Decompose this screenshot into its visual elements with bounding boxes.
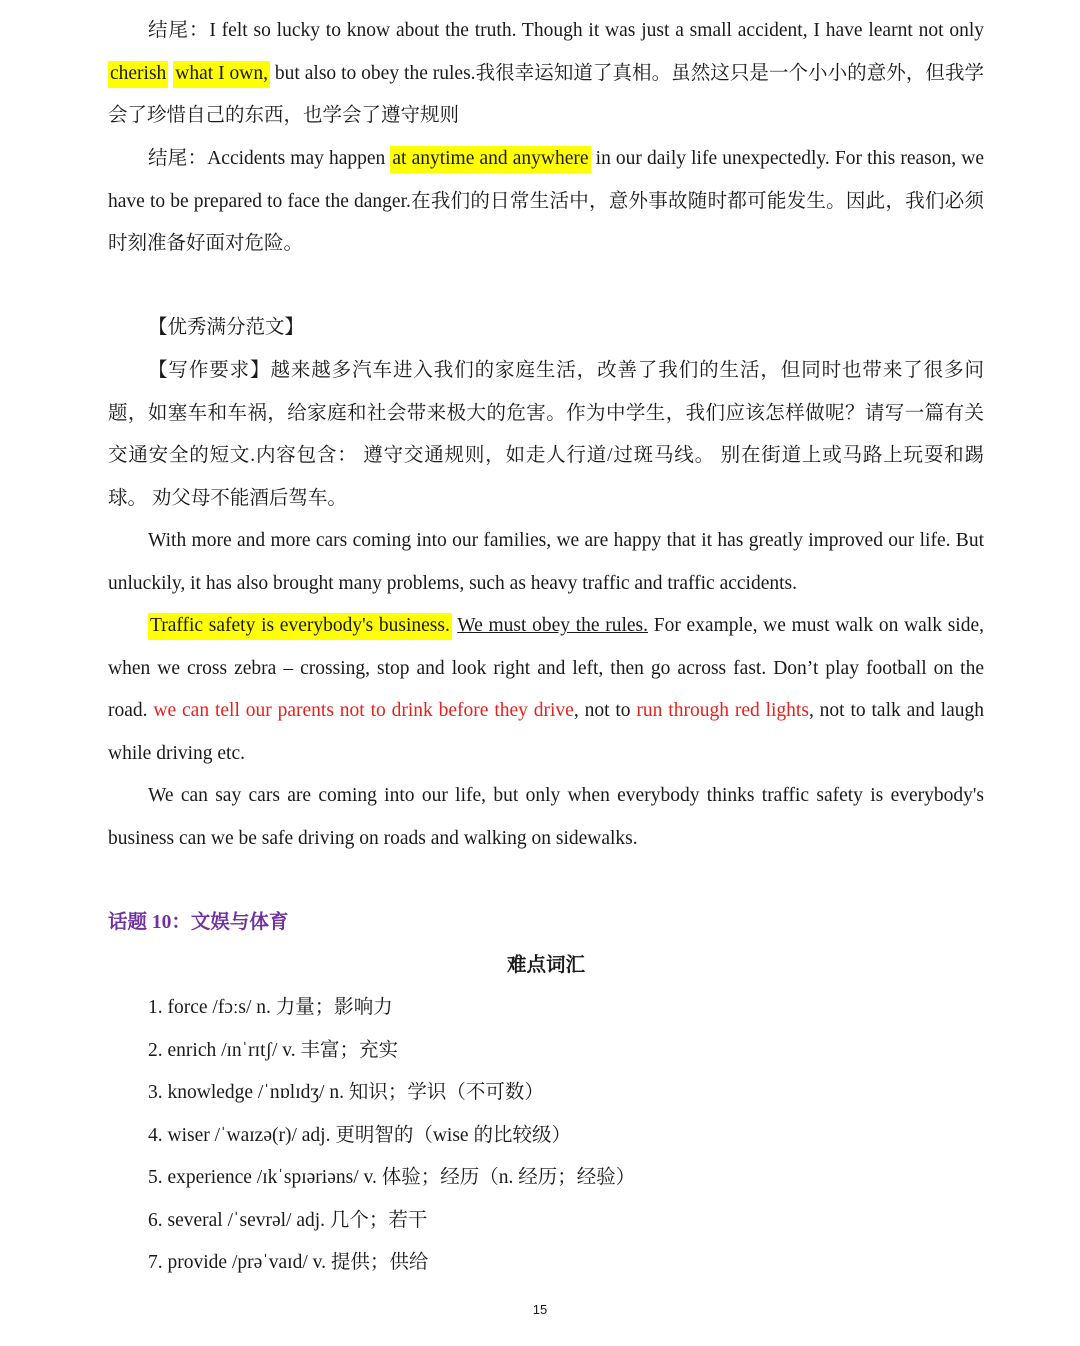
highlight-traffic-safety: Traffic safety is everybody's business.: [148, 613, 452, 640]
vocab-item: 4. wiser /ˈwaɪzə(r)/ adj. 更明智的（wise 的比较级）: [148, 1124, 571, 1146]
writing-requirement: 【写作要求】越来越多汽车进入我们的家庭生活，改善了我们的生活，但同时也带来了很多问题，如塞车和车祸，给家庭和社会带来极大的危害。作为中学生，我们应该怎样做呢？请写一篇有关交通安全的短文.内容包含： 遵守交通规则，如走人行道/过斑马线。 别在街道上或马路上玩耍和踢球。 劝父母不能酒后驾车。: [108, 360, 984, 509]
requirement-label: 【写作要求】: [148, 360, 271, 381]
vocab-list: [148, 987, 968, 1285]
essay-paragraph-2: Traffic safety is everybody's business. We must obey the rules. For example, we must walk on walk side, when we cross zebra – crossing, stop and look right and left, then go across fast. Don’t play football on the road. we can tell our parents not to drink before they drive, not to run through red lights, not to talk and laugh while driving etc.: [108, 615, 984, 764]
essay-paragraph-1: With more and more cars coming into our families, we are happy that it has greatly improved our life. But unluckily, it has also brought many problems, such as heavy traffic and traffic accidents.: [108, 530, 984, 594]
ending-label: 结尾：: [148, 148, 208, 169]
red-text-red-lights: run through red lights: [636, 700, 809, 721]
red-text-drink-drive: we can tell our parents not to drink before they drive: [153, 700, 574, 721]
topic-heading: 话题 10：文娱与体育: [108, 912, 289, 933]
highlight-what-i-own: what I own,: [173, 61, 270, 88]
essay-paragraph-3: We can say cars are coming into our life, but only when everybody thinks traffic safety is everybody's business can we be safe driving on roads and walking on sidewalks.: [108, 785, 984, 849]
page-number: 15: [532, 1302, 548, 1317]
ending-paragraph-1: 结尾：I felt so lucky to know about the truth. Though it was just a small accident, I have learnt not only cherish what I own, but also to obey the rules.我很幸运知道了真相。虽然这只是一个小小的意外，但我学会了珍惜自己的东西，也学会了遵守规则: [108, 20, 984, 126]
vocab-item: 7. provide /prəˈvaɪd/ v. 提供；供给: [148, 1252, 429, 1273]
model-essay-heading: 【优秀满分范文】: [148, 317, 305, 338]
vocab-item: 1. force /fɔːs/ n. 力量；影响力: [148, 997, 393, 1018]
underline-obey-rules: We must obey the rules.: [457, 615, 649, 636]
highlight-anytime-anywhere: at anytime and anywhere: [390, 146, 590, 173]
vocab-item: 3. knowledge /ˈnɒlɪdʒ/ n. 知识；学识（不可数）: [148, 1082, 544, 1103]
vocab-item: 6. several /ˈsevrəl/ adj. 几个；若干: [148, 1209, 428, 1231]
ending-label: 结尾：: [148, 20, 210, 41]
vocab-title: 难点词汇: [506, 955, 585, 976]
vocab-item: 2. enrich /ɪnˈrɪtʃ/ v. 丰富；充实: [148, 1039, 399, 1061]
ending-paragraph-2: 结尾：Accidents may happen at anytime and anywhere in our daily life unexpectedly. For this reason, we have to be prepared to face the danger.在我们的日常生活中，意外事故随时都可能发生。因此，我们必须时刻准备好面对危险。: [108, 148, 984, 254]
highlight-cherish: cherish: [108, 61, 168, 88]
vocab-item: 5. experience /ɪkˈspɪəriəns/ v. 体验；经历（n. 经历；经验）: [148, 1167, 636, 1188]
